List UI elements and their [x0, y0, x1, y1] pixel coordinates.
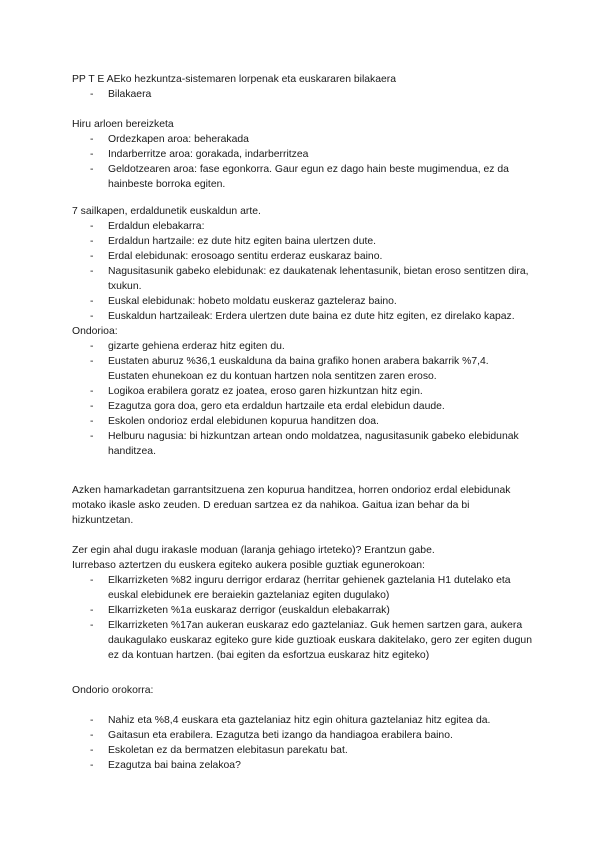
body-paragraph: Azken hamarkadetan garrantsitzuena zen kopurua handitzea, horren ondorioz erdal elebidunak motako ikasle asko zeuden. D ereduan sartzea ez da nahikoa. Gaitua izan behar da bi hizkuntzetan. — [72, 485, 511, 526]
section-heading: Zer egin ahal dugu irakasle moduan (laranja gehiago irteteko)? Erantzun gabe. — [72, 545, 435, 556]
list-item: - Helburu nagusia: bi hizkuntzan artean ondo moldatzea, nagusitasunik gabeko elebidunak handitzea. — [90, 431, 519, 457]
dash-marker: - — [90, 296, 94, 307]
dash-marker: - — [90, 266, 94, 277]
section-heading: 7 sailkapen, erdaldunetik euskaldun arte. — [72, 206, 261, 217]
dash-marker: - — [90, 386, 94, 397]
list-item: - Elkarrizketen %17an aukeran euskaraz edo gaztelaniaz. Guk hemen sartzen gara, aukera daukagulako euskaraz egiteko gure kide guztioak euskara dakitelako, gero zer egiten dugun ez da kontuan hartzen. (bai egiten da esfortzua euskaraz hitz egiteko) — [90, 620, 532, 661]
list-item: - Euskal elebidunak: hobeto moldatu euskeraz gazteleraz baino. — [90, 296, 397, 307]
list-item: - Eskolen ondorioz erdal elebidunen kopurua handitzen doa. — [90, 416, 379, 427]
dash-marker: - — [90, 149, 94, 160]
section-subheading: Iurrebaso aztertzen du euskera egiteko aukera posible guztiak egunerokoan: — [72, 560, 425, 571]
dash-marker: - — [90, 431, 94, 442]
dash-marker: - — [90, 251, 94, 262]
section-paragraph — [72, 483, 532, 528]
list-item: - Gaitasun eta erabilera. Ezagutza beti izango da handiagoa erabilera baino. — [90, 730, 453, 741]
dash-marker: - — [90, 341, 94, 352]
list-item: - Ezagutza gora doa, gero eta erdaldun hartzaile eta erdal elebidun daude. — [90, 401, 445, 412]
dash-marker: - — [90, 745, 94, 756]
list-item: - Ezagutza bai baina zelakoa? — [90, 760, 241, 771]
list-item: - gizarte gehiena erderaz hitz egiten du. — [90, 341, 285, 352]
section-hiru — [72, 117, 532, 192]
list-item: - Indarberritze aroa: gorakada, indarberritzea — [90, 149, 309, 160]
list-item: - Erdal elebidunak: erosoago sentitu erderaz euskaraz baino. — [90, 251, 383, 262]
orokorra-list — [72, 713, 532, 773]
dash-marker: - — [90, 416, 94, 427]
dash-marker: - — [90, 89, 94, 100]
list-item: - Eustaten aburuz %36,1 euskalduna da baina grafiko honen arabera bakarrik %7,4. Eustaten ehunekoan ez du kontuan hartzen nola sentitzen zaren eroso. — [90, 356, 489, 382]
section-orokorra — [72, 683, 532, 773]
section-title — [72, 72, 532, 102]
dash-marker: - — [90, 356, 94, 367]
list-item: - Elkarrizketen %82 inguru derrigor erdaraz (herritar gehienek gaztelania H1 dutelako eta euskal elebidunek ere beraiekin gaztelaniaz egiten dugulako) — [90, 575, 511, 601]
dash-marker: - — [90, 236, 94, 247]
dash-marker: - — [90, 575, 94, 586]
dash-marker: - — [90, 221, 94, 232]
zer-list — [72, 573, 532, 663]
zazpi-list — [72, 219, 532, 324]
dash-marker: - — [90, 715, 94, 726]
title-list — [72, 87, 532, 102]
section-heading: Hiru arloen bereizketa — [72, 119, 174, 130]
dash-marker: - — [90, 401, 94, 412]
list-item: - Ordezkapen aroa: beherakada — [90, 134, 249, 145]
section-zer — [72, 543, 532, 663]
list-item: - Eskoletan ez da bermatzen elebitasun parekatu bat. — [90, 745, 348, 756]
document-title: PP T E AEko hezkuntza-sistemaren lorpenak eta euskararen bilakaera — [72, 74, 397, 85]
dash-marker: - — [90, 605, 94, 616]
dash-marker: - — [90, 620, 94, 631]
list-item: - Nagusitasunik gabeko elebidunak: ez daukatenak lehentasunik, bietan eroso sentitzen dira, txukun. — [90, 266, 529, 292]
list-item: - Geldotzearen aroa: fase egonkorra. Gaur egun ez dago hain beste mugimendua, ez da hainbeste borroka egiten. — [90, 164, 509, 190]
section-heading: Ondorio orokorra: — [72, 685, 154, 696]
list-item: - Euskaldun hartzaileak: Erdera ulertzen dute baina ez dute hitz egiten, ez direlako kapaz. — [90, 311, 515, 322]
ondorioa-list — [72, 339, 532, 459]
dash-marker: - — [90, 730, 94, 741]
section-zazpi — [72, 204, 532, 459]
dash-marker: - — [90, 164, 94, 175]
dash-marker: - — [90, 311, 94, 322]
hiru-list — [72, 132, 532, 192]
dash-marker: - — [90, 760, 94, 771]
list-item: - Nahiz eta %8,4 euskara eta gaztelaniaz hitz egin ohitura gaztelaniaz hitz egitea da. — [90, 715, 491, 726]
list-item: - Logikoa erabilera goratz ez joatea, eroso garen hizkuntzan hitz egin. — [90, 386, 423, 397]
dash-marker: - — [90, 134, 94, 145]
list-item: - Erdaldun elebakarra: — [90, 221, 205, 232]
section-heading: Ondorioa: — [72, 326, 118, 337]
list-item: - Elkarrizketen %1a euskaraz derrigor (euskaldun elebakarrak) — [90, 605, 390, 616]
list-item: - Bilakaera — [90, 89, 152, 100]
list-item: - Erdaldun hartzaile: ez dute hitz egiten baina ulertzen dute. — [90, 236, 377, 247]
